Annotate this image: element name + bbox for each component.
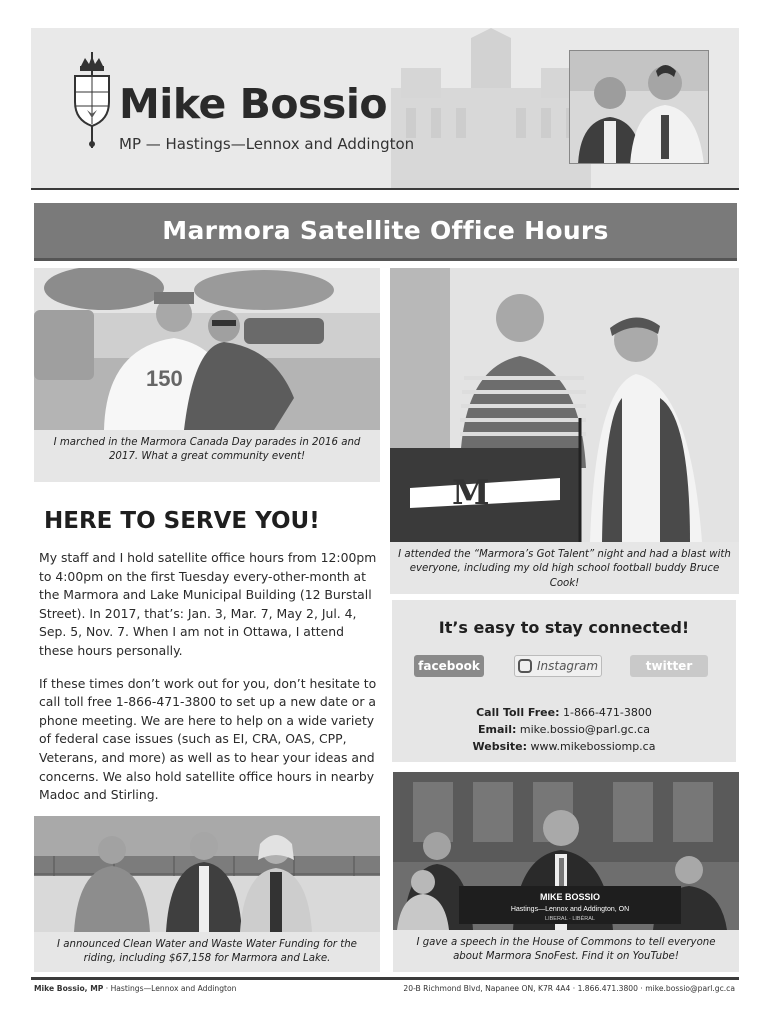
connect-box (392, 600, 736, 762)
contact-us-paragraph: If these times don’t work out for you, don’t hesitate to call toll free 1-866-471-3800 to set up a new date or a phone meeting. We are here to help on a wide variety of federal case issues (such as EI, CRA, OAS, CPP, Veterans, and more) as well as to hear your ideas and concerns. We also hold satellite office hours in nearby Madoc and Stirling. (39, 675, 377, 803)
office-hours-paragraph: My staff and I hold satellite office hours from 12:00pm to 4:00pm on the first Tuesday every-other-month at the Marmora and Lake Municipal Building (12 Burstall Street). In 2017, that’s: Jan. 3, Mar. 7, May 2, Jul. 4, Sep. 5, Nov. 7. When I am not in Ottawa, I attend these hours personally. (39, 550, 377, 659)
shirt-text: 150 (146, 366, 183, 391)
email-line (392, 721, 736, 738)
mp-name: Mike Bossio (119, 80, 388, 128)
commons-name-caption: MIKE BOSSIO (539, 892, 601, 902)
title-banner (34, 203, 737, 261)
website-url[interactable]: www.mikebossiomp.ca (530, 740, 656, 754)
connect-heading: It’s easy to stay connected! (438, 618, 690, 637)
talent-show-caption: I attended the “Marmora’s Got Talent” night and had a blast with everyone, including my old high school football buddy Bruce Cook! (390, 542, 739, 594)
facebook-logo-icon[interactable]: facebook (414, 655, 484, 677)
footer-left (34, 984, 236, 993)
phone-line (392, 704, 736, 721)
phone-number[interactable]: 1-866-471-3800 (563, 706, 652, 719)
parade-caption: I marched in the Marmora Canada Day parades in 2016 and 2017. What a great community event! (34, 430, 380, 482)
house-of-commons-crest-icon (69, 52, 115, 148)
twitter-logo-icon[interactable]: twitter (630, 655, 708, 677)
clean-water-photo (34, 816, 380, 932)
header (31, 28, 739, 190)
house-of-commons-caption: I gave a speech in the House of Commons to tell everyone about Marmora SnoFest. Find it on YouTube! (393, 930, 739, 972)
flyer-page (31, 28, 739, 996)
footer-name: Mike Bossio, MP (34, 984, 104, 993)
instagram-label: Instagram (536, 659, 599, 673)
header-divider (31, 188, 739, 190)
phone-label: Call Toll Free: (476, 706, 560, 719)
instagram-logo-icon[interactable] (514, 655, 602, 677)
footer-address: 20-B Richmond Blvd, Napanee ON, K7R 4A4 · 1.866.471.3800 · mike.bossio@parl.gc.ca (403, 984, 735, 993)
footer-riding: · Hastings—Lennox and Addington (103, 984, 237, 993)
podium-letter: M (452, 473, 490, 513)
website-label: Website: (472, 740, 528, 754)
talent-show-photo (390, 268, 739, 542)
commons-party-caption: LIBERAL · LIBÉRAL (545, 916, 595, 922)
mp-with-pm-photo (569, 50, 709, 164)
serve-body (39, 549, 379, 819)
mp-riding: MP — Hastings—Lennox and Addington (119, 135, 415, 153)
commons-riding-caption: Hastings—Lennox and Addington, ON (510, 906, 630, 913)
instagram-camera-icon (518, 659, 532, 673)
email-label: Email: (478, 723, 517, 737)
banner-title: Marmora Satellite Office Hours (162, 216, 609, 245)
website-line (392, 738, 736, 755)
house-of-commons-photo (393, 772, 739, 930)
serve-heading: HERE TO SERVE YOU! (44, 508, 320, 534)
contact-info (392, 704, 736, 755)
email-address[interactable]: mike.bossio@parl.gc.ca (519, 723, 650, 737)
clean-water-caption: I announced Clean Water and Waste Water Funding for the riding, including $67,158 for Marmora and Lake. (34, 932, 380, 972)
footer-divider (31, 977, 739, 980)
parade-photo (34, 268, 380, 430)
